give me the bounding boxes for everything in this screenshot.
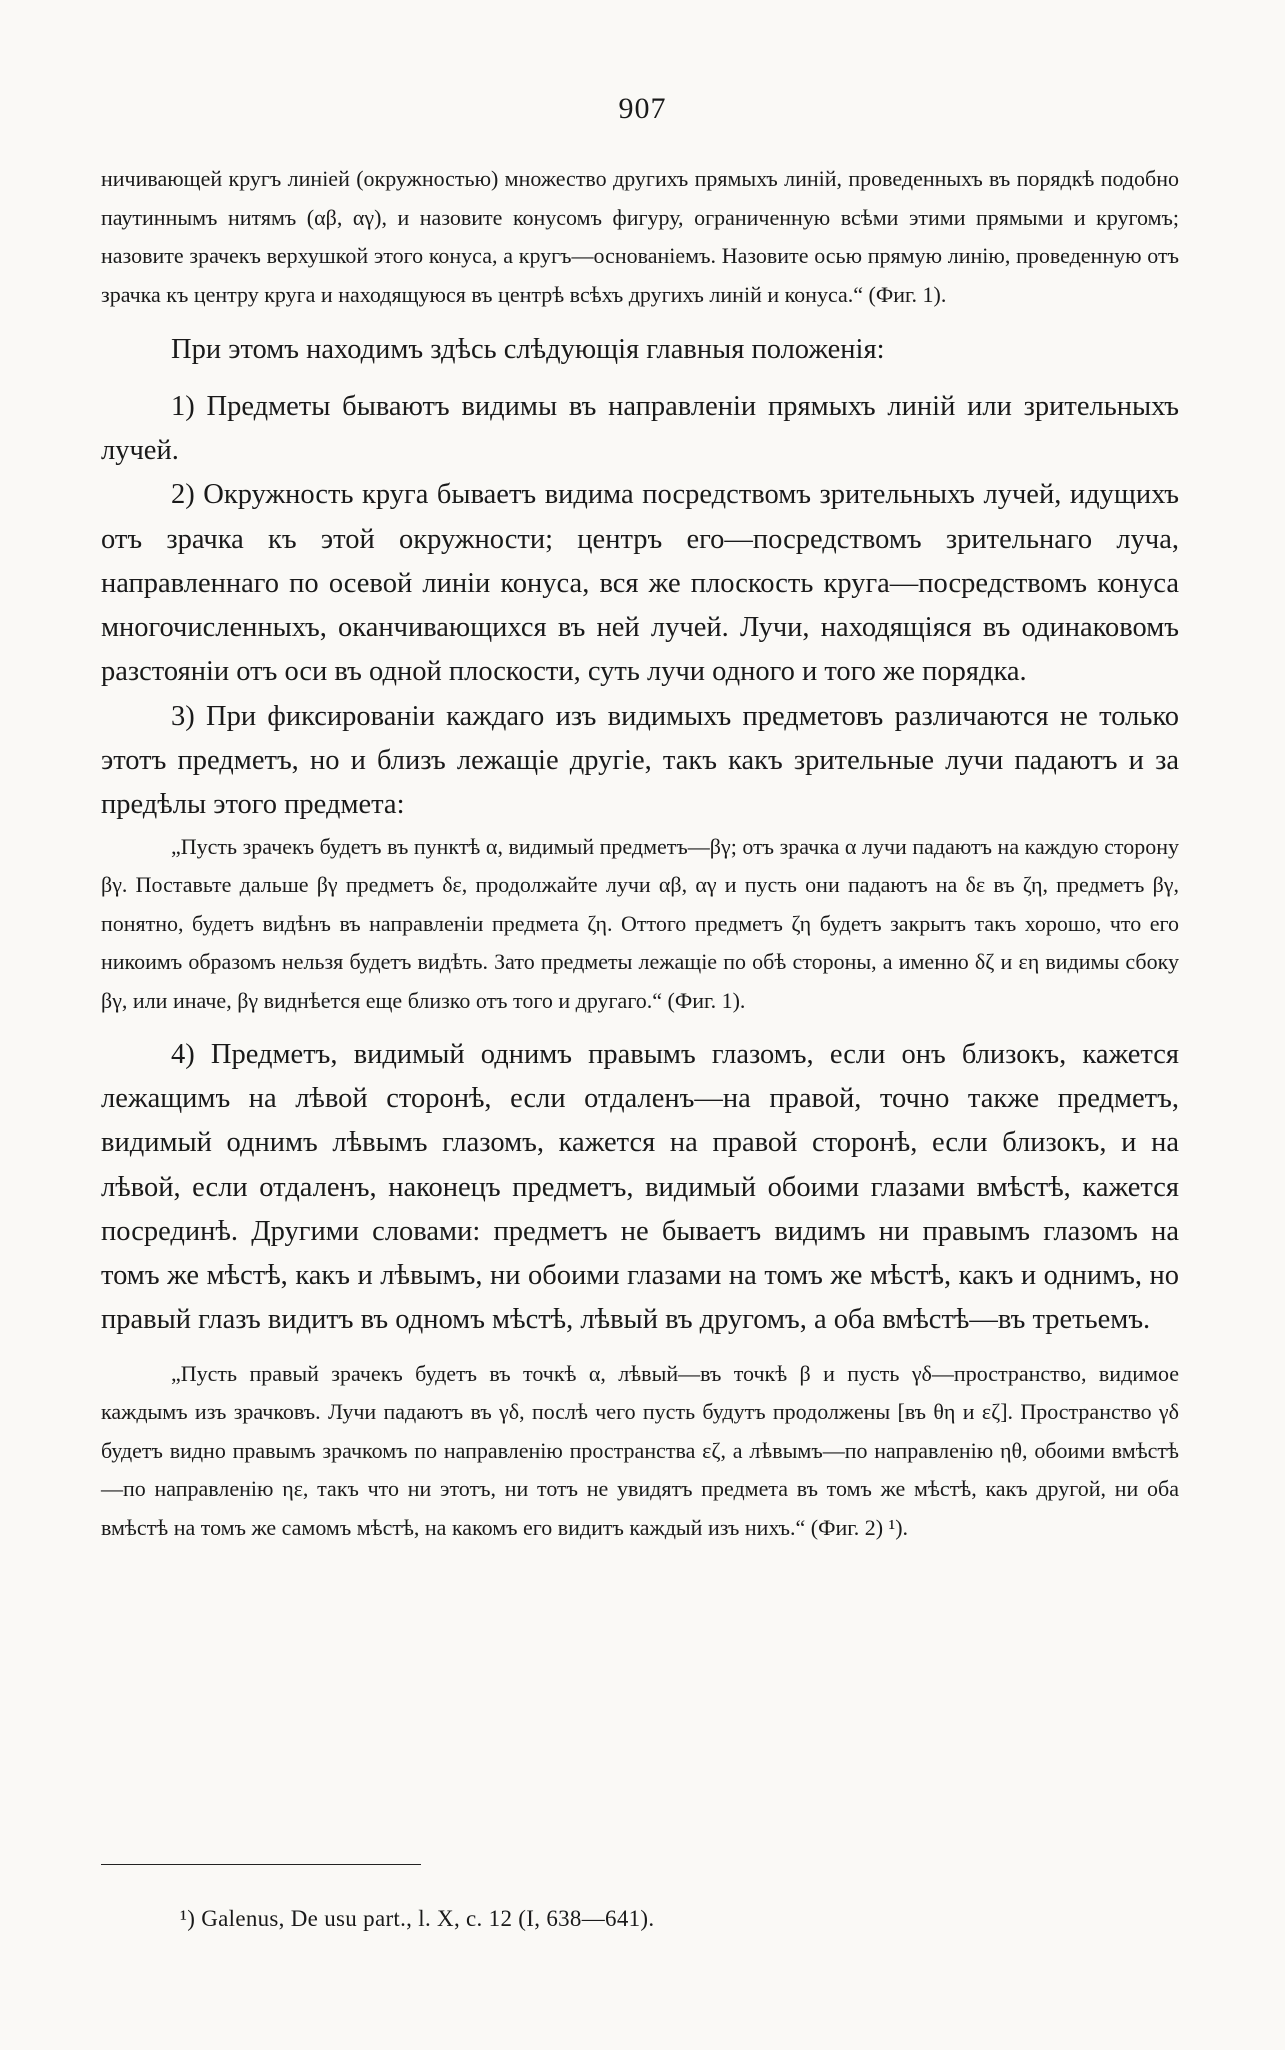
page-body	[101, 160, 1179, 1548]
quote-4-paragraph: „Пусть правый зрачекъ будетъ въ точкѣ α, лѣвый—въ точкѣ β и пусть γδ—пространство, видимое каждымъ изъ зрачковъ. Лучи падаютъ въ γδ, послѣ чего пусть будутъ продолжены [въ θη и εζ]. Пространство γδ будетъ видно правымъ зрачкомъ по направленію пространства εζ, а лѣвымъ—по направленію ηθ, обоими вмѣстѣ—по направленію ηε, такъ что ни этотъ, ни тотъ не увидятъ предмета въ томъ же мѣстѣ, какъ другой, ни оба вмѣстѣ на томъ же самомъ мѣстѣ, на какомъ его видитъ каждый изъ нихъ.“ (Фиг. 2) ¹).	[101, 1360, 1179, 1541]
quote-intro-paragraph: ничивающей кругъ линіей (окружностью) множество другихъ прямыхъ линій, проведенныхъ въ порядкѣ подобно паутиннымъ нитямъ (αβ, αγ), и назовите конусомъ фигуру, ограниченную всѣми этими прямыми и кругомъ; назовите зрачекъ верхушкой этого конуса, а кругъ—основаніемъ. Назовите осью прямую линію, проведенную отъ зрачка къ центру круга и находящуюся въ центрѣ всѣхъ другихъ линій и конуса.“ (Фиг. 1).	[101, 166, 1179, 307]
footnote-divider	[101, 1864, 421, 1865]
point-4-paragraph: 4) Предметъ, видимый однимъ правымъ глазомъ, если онъ близокъ, кажется лежащимъ на лѣвой сторонѣ, если отдаленъ—на правой, точно также предметъ, видимый однимъ лѣвымъ глазомъ, кажется на правой сторонѣ, если близокъ, и на лѣвой, если отдаленъ, наконецъ предметъ, видимый обоими глазами вмѣстѣ, кажется посрединѣ. Другими словами: предметъ не бываетъ видимъ ни правымъ глазомъ на томъ же мѣстѣ, какъ и лѣвымъ, ни обоими глазами на томъ же мѣстѣ, какъ и однимъ, но правый глазъ видитъ въ одномъ мѣстѣ, лѣвый въ другомъ, а оба вмѣстѣ—въ третьемъ.	[101, 1038, 1179, 1336]
footnote: ¹) Galenus, De usu part., l. X, c. 12 (I, 638—641).	[180, 1906, 655, 1931]
quote-3-paragraph: „Пусть зрачекъ будетъ въ пунктѣ α, видимый предметъ—βγ; отъ зрачка α лучи падаютъ на каждую сторону βγ. Поставьте дальше βγ предметъ δε, продолжайте лучи αβ, αγ и пусть они падаютъ на δε въ ζη, предметъ βγ, понятно, будетъ видѣнъ въ направленіи предмета ζη. Оттого предметъ ζη будетъ закрытъ такъ хорошо, что его никоимъ образомъ нельзя будетъ видѣть. Зато предметы лежащіе по обѣ стороны, а именно δζ и εη видимы сбоку βγ, или иначе, βγ виднѣется еще близко отъ того и другаго.“ (Фиг. 1).	[101, 833, 1179, 1014]
point-2-paragraph: 2) Окружность круга бываетъ видима посредствомъ зрительныхъ лучей, идущихъ отъ зрачка къ этой окружности; центръ его—посредствомъ зрительнаго луча, направленнаго по осевой линіи конуса, вся же плоскость круга—посредствомъ конуса многочисленныхъ, оканчивающихся въ ней лучей. Лучи, находящіяся въ одинаковомъ разстояніи отъ оси въ одной плоскости, суть лучи одного и того же порядка.	[101, 479, 1179, 688]
page-number: 907	[618, 92, 667, 125]
point-1-paragraph: 1) Предметы бываютъ видимы въ направленіи прямыхъ линій или зрительныхъ лучей.	[101, 390, 1179, 466]
point-3-paragraph: 3) При фиксированіи каждаго изъ видимыхъ предметовъ различаются не только этотъ предметъ, но и близъ лежащіе другіе, такъ какъ зрительные лучи падаютъ и за предѣлы этого предмета:	[101, 700, 1179, 821]
lead-in-paragraph: При этомъ находимъ здѣсь слѣдующія главныя положенія:	[171, 334, 885, 366]
